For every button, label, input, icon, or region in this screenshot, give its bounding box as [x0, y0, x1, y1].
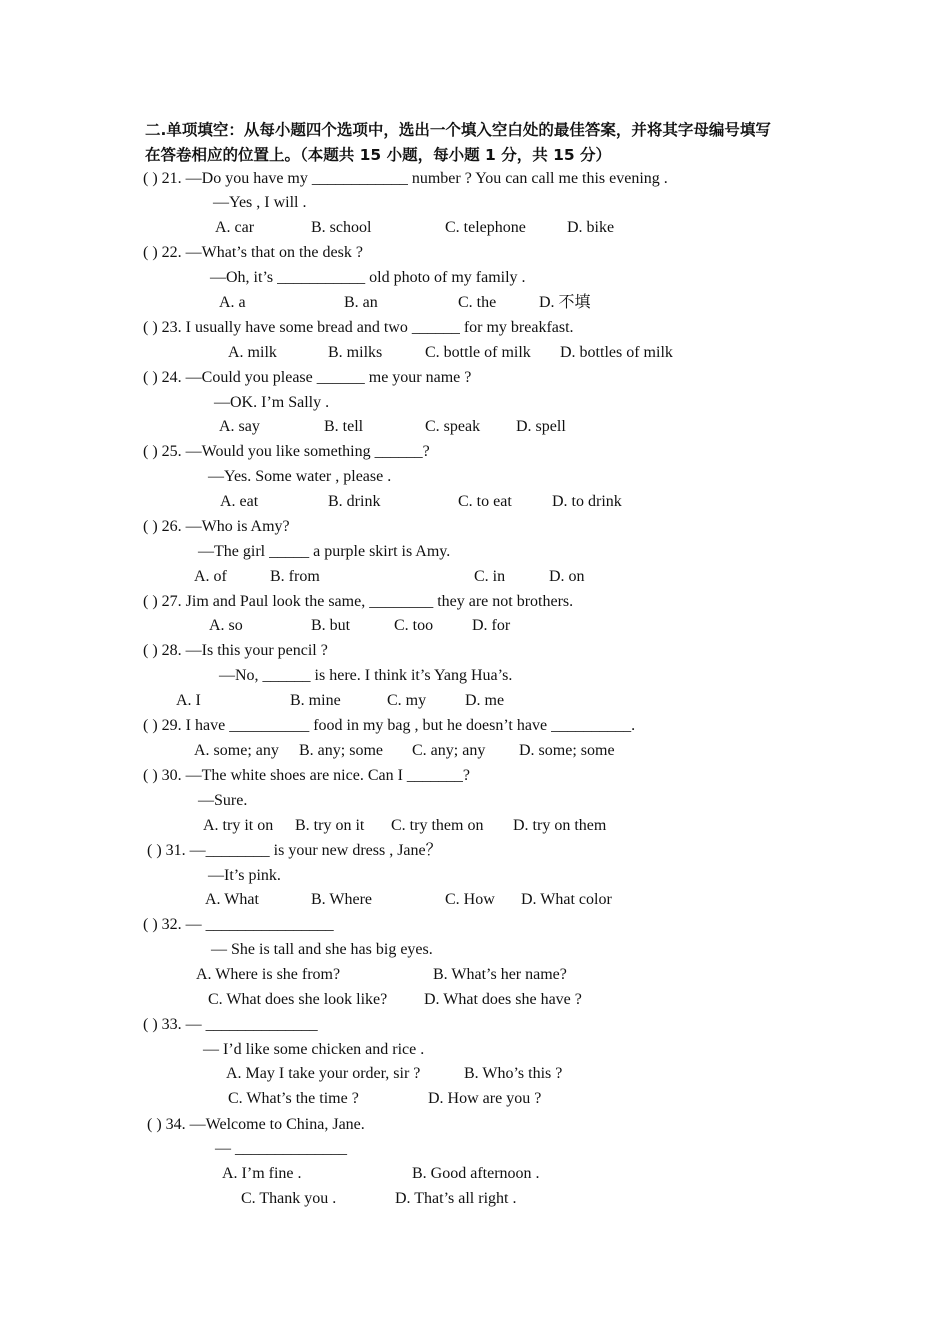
question-stem: ( ) 29. I have __________ food in my bag , but he doesn’t have __________.: [143, 717, 636, 734]
question-reply: —Yes , I will .: [213, 194, 307, 211]
option-a: A. I’m fine .: [222, 1165, 302, 1182]
question-reply: —Yes. Some water , please .: [208, 468, 392, 485]
option-d: D. try on them: [513, 817, 607, 834]
question-stem: ( ) 24. —Could you please ______ me your name ?: [143, 369, 472, 386]
option-a: A. some; any: [194, 742, 279, 759]
option-d: D. How are you ?: [428, 1090, 542, 1107]
question-reply: — ______________: [215, 1140, 347, 1157]
option-a: A. eat: [220, 493, 259, 510]
question-reply: — I’d like some chicken and rice .: [203, 1041, 425, 1058]
section-heading-line2: 在答卷相应的位置上。（本题共 15 小题，每小题 1 分，共 15 分）: [145, 146, 612, 164]
option-d: D. spell: [516, 418, 566, 435]
option-d: D. bottles of milk: [560, 344, 673, 361]
option-b: B. try on it: [295, 817, 365, 834]
section-heading-line1: 二.单项填空：从每小题四个选项中，选出一个填入空白处的最佳答案，并将其字母编号填写: [145, 121, 771, 139]
question-stem: ( ) 26. —Who is Amy?: [143, 518, 290, 535]
option-c: C. to eat: [458, 493, 512, 510]
option-a: A. of: [194, 568, 227, 585]
question-reply: —It’s pink.: [208, 867, 281, 884]
option-d: D. me: [465, 692, 505, 709]
option-a: A. Where is she from?: [196, 966, 341, 983]
option-b: B. tell: [324, 418, 364, 435]
option-a: A. milk: [228, 344, 277, 361]
question-stem: ( ) 25. —Would you like something ______?: [143, 443, 430, 460]
option-b: B. Good afternoon .: [412, 1165, 540, 1182]
question-stem: ( ) 31. —________ is your new dress , Jane？: [147, 842, 442, 859]
option-a: A. I: [176, 692, 201, 709]
option-d: D. 不填: [539, 294, 591, 311]
option-c: C. How: [445, 891, 495, 908]
option-b: B. milks: [328, 344, 383, 361]
option-a: A. say: [219, 418, 260, 435]
question-stem: ( ) 30. —The white shoes are nice. Can I _______?: [143, 767, 471, 784]
option-c: C. any; any: [412, 742, 486, 759]
option-d: D. for: [472, 617, 511, 634]
question-stem: ( ) 34. —Welcome to China, Jane.: [147, 1116, 365, 1133]
option-c: C. my: [387, 692, 427, 709]
option-b: B. mine: [290, 692, 341, 709]
option-c: C. too: [394, 617, 434, 634]
option-d: D. What color: [521, 891, 612, 908]
option-d: D. What does she have ?: [424, 991, 582, 1008]
question-reply: — She is tall and she has big eyes.: [211, 941, 433, 958]
question-stem: ( ) 22. —What’s that on the desk ?: [143, 244, 363, 261]
question-reply: —The girl _____ a purple skirt is Amy.: [198, 543, 451, 560]
option-c: C. the: [458, 294, 497, 311]
option-d: D. That’s all right .: [395, 1190, 517, 1207]
question-stem: ( ) 33. — ______________: [143, 1016, 318, 1033]
question-reply: —Sure.: [198, 792, 248, 809]
question-stem: ( ) 27. Jim and Paul look the same, ________ they are not brothers.: [143, 593, 574, 610]
option-c: C. in: [474, 568, 506, 585]
option-b: B. drink: [328, 493, 381, 510]
option-c: C. Thank you .: [241, 1190, 337, 1207]
question-stem: ( ) 21. —Do you have my ____________ number ? You can call me this evening .: [143, 170, 668, 187]
question-reply: —OK. I’m Sally .: [214, 394, 330, 411]
option-a: A. car: [215, 219, 255, 236]
option-c: C. bottle of milk: [425, 344, 531, 361]
option-b: B. What’s her name?: [433, 966, 567, 983]
option-c: C. speak: [425, 418, 481, 435]
option-d: D. to drink: [552, 493, 622, 510]
option-b: B. from: [270, 568, 320, 585]
option-a: A. May I take your order, sir ?: [226, 1065, 421, 1082]
question-reply: —No, ______ is here. I think it’s Yang Hua’s.: [219, 667, 513, 684]
option-d: D. on: [549, 568, 585, 585]
question-stem: ( ) 28. —Is this your pencil ?: [143, 642, 328, 659]
option-b: B. an: [344, 294, 378, 311]
option-c: C. What’s the time ?: [228, 1090, 359, 1107]
option-a: A. What: [205, 891, 259, 908]
option-c: C. try them on: [391, 817, 484, 834]
question-reply: —Oh, it’s ___________ old photo of my family .: [210, 269, 526, 286]
option-b: B. Who’s this ?: [464, 1065, 563, 1082]
question-stem: ( ) 23. I usually have some bread and two ______ for my breakfast.: [143, 319, 574, 336]
option-b: B. but: [311, 617, 351, 634]
option-b: B. any; some: [299, 742, 383, 759]
option-a: A. so: [209, 617, 243, 634]
option-b: B. school: [311, 219, 372, 236]
option-b: B. Where: [311, 891, 373, 908]
option-c: C. telephone: [445, 219, 526, 236]
option-a: A. try it on: [203, 817, 274, 834]
option-d: D. bike: [567, 219, 615, 236]
option-d: D. some; some: [519, 742, 615, 759]
question-stem: ( ) 32. — ________________: [143, 916, 334, 933]
option-c: C. What does she look like?: [208, 991, 388, 1008]
option-a: A. a: [219, 294, 246, 311]
